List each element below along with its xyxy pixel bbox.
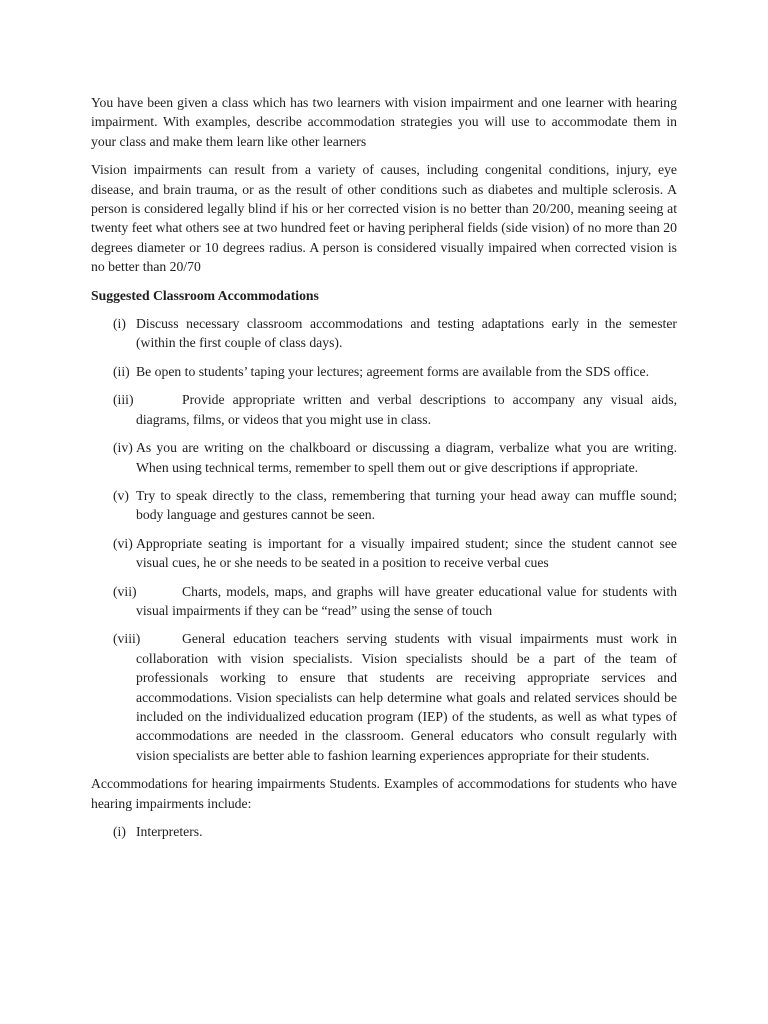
list-item [91,362,677,381]
list-item-number: (i) [113,824,126,839]
list-item-text: Provide appropriate written and verbal descriptions to accompany any visual aids, diagrams, films, or videos that you might use in class. [136,392,677,427]
list-item-text: Discuss necessary classroom accommodations and testing adaptations early in the semester (within the first couple of class days). [136,316,677,351]
intro-paragraph: You have been given a class which has two learners with vision impairment and one learner with hearing impairment. With examples, describe accommodation strategies you will use to accommodate them in your class and make them learn like other learners [91,95,677,149]
list-item-text: Try to speak directly to the class, remembering that turning your head away can muffle sound; body language and gestures cannot be seen. [136,487,677,523]
list-item-number: (iv) [113,440,133,456]
section-heading: Suggested Classroom Accommodations [91,287,319,303]
definition-paragraph: Vision impairments can result from a variety of causes, including congenital conditions, injury, eye disease, and brain trauma, or as the result of other conditions such as diabetes and multiple sclerosis. A person is considered legally blind if his or her corrected vision is no better than 20/200, meaning seeing at twenty feet what others see at two hundred feet or having peripheral fields (side vision) of no more than 20 degrees diameter or 10 degrees radius. A person is considered visually impaired when corrected vision is no better than 20/70 [91,162,677,275]
list-item [91,582,677,621]
list-item-text: General education teachers serving students with visual impairments must work in collaboration with vision specialists. Vision specialists should be a part of the team of professionals working to ensure that students are receiving appropriate services and accommodations. Vision specialists can help determine what goals and related services should be included on the individualized education program (IEP) of the students, as well as what types of accommodations are needed in the classroom. General educators who consult regularly with vision specialists are better able to fashion learning experiences appropriate for their students. [136,631,677,763]
list-item [91,534,677,573]
list-item-number: (iii) [113,392,134,408]
list-item [91,390,677,429]
hearing-accommodations-list [91,822,677,841]
list-item [91,486,677,525]
list-item-text: Interpreters. [136,824,203,839]
list-item [91,629,677,765]
list-item [91,438,677,477]
list-item-number: (v) [113,487,129,503]
document-page [91,93,677,850]
list-item-number: (ii) [113,363,130,379]
list-item [91,314,677,353]
list-item [91,822,677,841]
list-item-text: Appropriate seating is important for a visually impaired student; since the student cannot see visual cues, he or she needs to be seated in a position to receive verbal cues [136,535,677,571]
list-item-text: Charts, models, maps, and graphs will have greater educational value for students with visual impairments if they can be “read” using the sense of touch [136,583,677,618]
list-item-number: (viii) [113,631,141,647]
list-item-text: Be open to students’ taping your lectures; agreement forms are available from the SDS office. [136,363,649,379]
list-item-number: (vii) [113,583,137,599]
hearing-intro-paragraph: Accommodations for hearing impairments Students. Examples of accommodations for students who have hearing impairments include: [91,776,677,811]
list-item-number: (vi) [113,535,133,551]
vision-accommodations-list [91,314,677,765]
list-item-text: As you are writing on the chalkboard or discussing a diagram, verbalize what you are writing. When using technical terms, remember to spell them out or give descriptions if appropriate. [136,440,677,475]
list-item-number: (i) [113,316,126,332]
